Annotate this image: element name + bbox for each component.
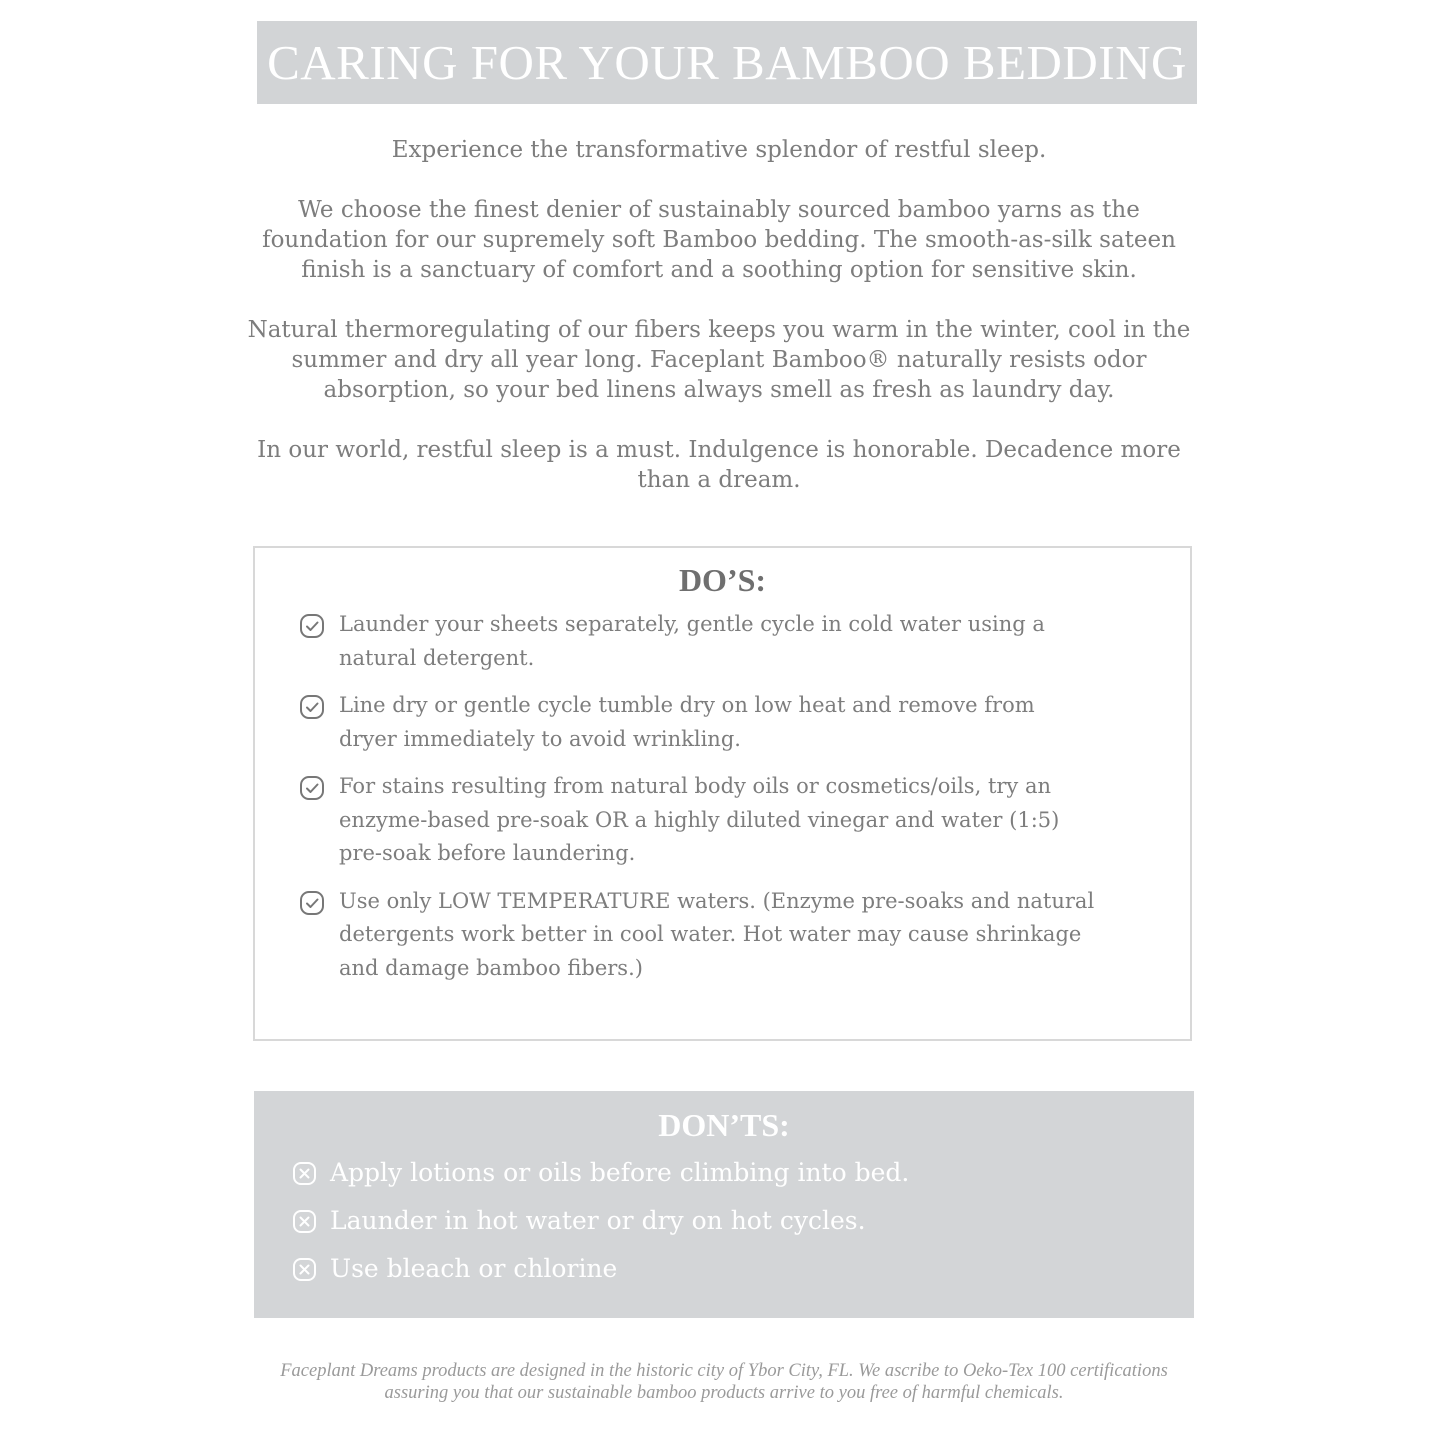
- list-item-text: Use only LOW TEMPERATURE waters. (Enzyme pre-soaks and natural detergents work better in cool water. Hot water may cause shrinkage and damage bamboo fibers.): [339, 888, 1095, 980]
- check-circle-icon: [299, 694, 325, 720]
- x-circle-icon: [292, 1161, 317, 1186]
- list-item-text: Use bleach or chlorine: [330, 1254, 618, 1283]
- donts-section: [254, 1091, 1194, 1318]
- list-item: [292, 1204, 1152, 1238]
- list-item-text: Apply lotions or oils before climbing into bed.: [330, 1158, 910, 1187]
- list-item-text: Line dry or gentle cycle tumble dry on low heat and remove from dryer immediately to avoid wrinkling.: [339, 693, 1035, 751]
- footer-line: assuring you that our sustainable bamboo products arrive to you free of harmful chemicals.: [384, 1383, 1064, 1403]
- title-banner: [257, 21, 1197, 104]
- list-item: [299, 770, 1099, 871]
- list-item: [299, 885, 1099, 986]
- intro-paragraph: In our world, restful sleep is a must. Indulgence is honorable. Decadence more than a dream.: [257, 437, 1181, 493]
- check-circle-icon: [299, 613, 325, 639]
- intro-paragraph: We choose the finest denier of sustainably sourced bamboo yarns as the foundation for our supremely soft Bamboo bedding. The smooth-as-silk sateen finish is a sanctuary of comfort and a soothing option for sensitive skin.: [262, 197, 1176, 283]
- check-circle-icon: [299, 775, 325, 801]
- footer-note: [240, 1360, 1208, 1404]
- dos-list: [299, 608, 1099, 999]
- x-circle-icon: [292, 1257, 317, 1282]
- list-item-text: For stains resulting from natural body oils or cosmetics/oils, try an enzyme-based pre-soak OR a highly diluted vinegar and water (1:5) pre-soak before laundering.: [339, 774, 1060, 865]
- check-circle-icon: [299, 890, 325, 916]
- intro-tagline: Experience the transformative splendor of restful sleep.: [391, 137, 1047, 163]
- dos-heading: DO’S:: [678, 562, 767, 598]
- donts-list: [292, 1156, 1152, 1300]
- list-item: [292, 1156, 1152, 1190]
- x-circle-icon: [292, 1209, 317, 1234]
- page-title: CARING FOR YOUR BAMBOO BEDDING: [267, 35, 1187, 90]
- intro-section: [240, 135, 1198, 525]
- list-item: [292, 1252, 1152, 1286]
- list-item-text: Launder your sheets separately, gentle cycle in cold water using a natural detergent.: [339, 612, 1045, 670]
- donts-heading: DON’TS:: [658, 1107, 790, 1143]
- footer-line: Faceplant Dreams products are designed in the historic city of Ybor City, FL. We ascribe to Oeko-Tex 100 certifications: [280, 1361, 1168, 1381]
- intro-paragraph: Natural thermoregulating of our fibers keeps you warm in the winter, cool in the summer and dry all year long. Faceplant Bamboo® naturally resists odor absorption, so your bed linens always smell as fresh as laundry day.: [247, 317, 1191, 403]
- list-item-text: Launder in hot water or dry on hot cycles.: [330, 1206, 866, 1235]
- dos-section: [253, 546, 1192, 1041]
- list-item: [299, 608, 1099, 675]
- list-item: [299, 689, 1099, 756]
